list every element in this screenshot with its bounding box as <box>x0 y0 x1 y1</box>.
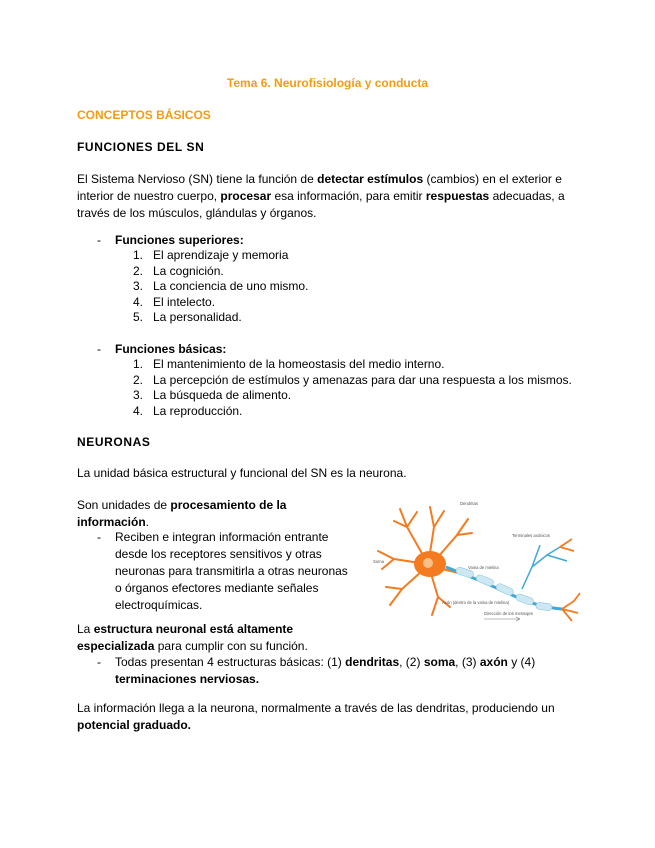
superiores-label: Funciones superiores: <box>115 233 244 247</box>
label-vaina: Vaina de mielina <box>468 565 499 570</box>
basicas-list <box>133 357 572 419</box>
label-axon: Axón (dentro de la vaina de mielina) <box>442 600 510 605</box>
list-item: 2. La percepción de estímulos y amenazas para dar una respuesta a los mismos. <box>133 372 572 387</box>
reciben-line: Reciben e integran información entrante <box>115 530 329 544</box>
informacion-paragraph <box>77 700 597 734</box>
unidad-paragraph: La unidad básica estructural y funcional del SN es la neurona. <box>77 466 407 480</box>
intro-paragraph <box>77 171 577 222</box>
estructura-paragraph: La estructura neuronal está altamente especializada para cumplir con su función. <box>77 622 308 653</box>
reciben-line: electroquímicas. <box>115 598 203 612</box>
procesamiento-paragraph: Son unidades de procesamiento de la información. <box>77 498 287 529</box>
dash-bullet: - <box>97 233 101 247</box>
reciben-line: o órganos efectores mediante señales <box>115 581 319 595</box>
direction-arrow-icon <box>484 617 520 621</box>
dash-bullet: - <box>97 342 101 356</box>
todas-text <box>115 654 555 688</box>
reciben-bullet <box>97 529 367 619</box>
section-heading-funciones: FUNCIONES DEL SN <box>77 140 205 154</box>
nucleus-shape <box>423 558 433 568</box>
reciben-line: neuronas para transmitirla a otras neuronas <box>115 564 348 578</box>
axon-branch <box>522 545 567 589</box>
neuron-diagram <box>372 497 584 627</box>
dash-bullet: - <box>97 530 101 544</box>
informacion-line-1: La información llega a la neurona, normalmente a través de las dendritas, produciendo un <box>77 701 555 715</box>
section-heading-conceptos: CONCEPTOS BÁSICOS <box>77 108 211 122</box>
list-item: 4. La reproducción. <box>133 403 243 418</box>
label-terminales: Terminales axónicos <box>512 533 550 538</box>
todas-bullet <box>97 654 557 690</box>
informacion-line-2: potencial graduado. <box>77 718 192 732</box>
label-direccion: Dirección de los mensajes <box>484 611 533 616</box>
list-item: 4. El intelecto. <box>133 294 216 309</box>
label-dendritas: Dendritas <box>460 501 478 506</box>
list-item: 3. La búsqueda de alimento. <box>133 388 292 402</box>
label-soma: Soma <box>373 559 384 564</box>
intro-line-1: El Sistema Nervioso (SN) tiene la función de detectar estímulos (cambios) en el exterior e <box>77 172 562 186</box>
reciben-line: desde los receptores sensitivos y otras <box>115 547 322 561</box>
axon-terminals-group <box>560 539 580 621</box>
list-item: 1. El aprendizaje y memoria <box>133 248 289 262</box>
todas-line-2: terminaciones nerviosas. <box>115 672 260 686</box>
subheading-superiores <box>97 233 244 247</box>
intro-line-3: través de los músculos, glándulas y órganos. <box>77 206 317 220</box>
list-item: 5. La personalidad. <box>133 310 242 324</box>
subheading-basicas <box>97 342 226 356</box>
intro-line-2: interior de nuestro cuerpo, procesar esa información, para emitir respuestas adecuadas, a <box>77 189 565 203</box>
section-heading-neuronas: NEURONAS <box>77 435 151 449</box>
basicas-label: Funciones básicas: <box>115 342 227 356</box>
list-item: 3. La conciencia de uno mismo. <box>133 279 309 293</box>
todas-line-1: Todas presentan 4 estructuras básicas: (1) dendritas, (2) soma, (3) axón y (4) <box>115 655 536 669</box>
list-item: 1. El mantenimiento de la homeostasis del medio interno. <box>133 357 445 371</box>
reciben-text <box>115 529 367 614</box>
dash-bullet: - <box>97 655 101 669</box>
list-item: 2. La cognición. <box>133 263 224 278</box>
superiores-list <box>133 248 308 326</box>
document-title: Tema 6. Neurofisiología y conducta <box>226 76 429 90</box>
